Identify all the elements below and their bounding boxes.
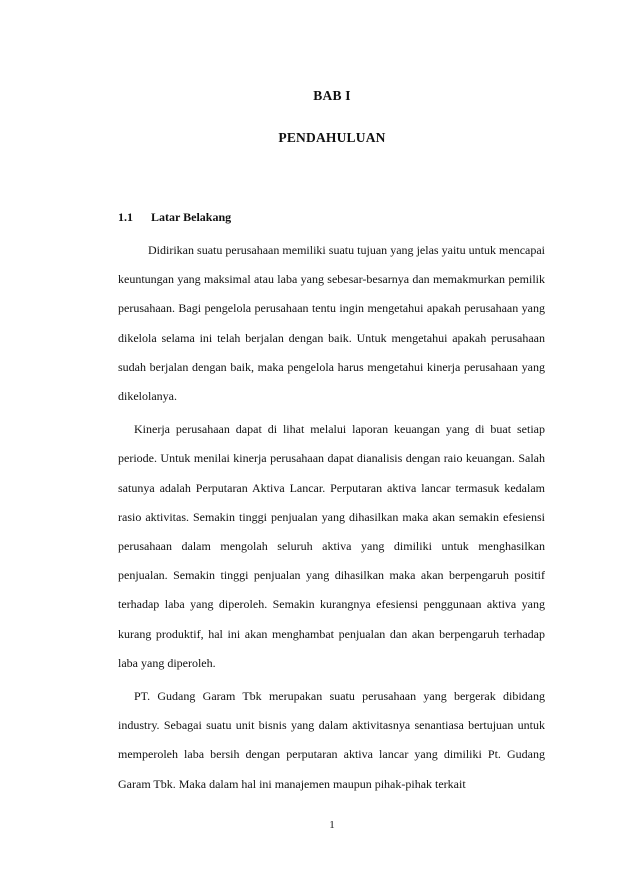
paragraph: Didirikan suatu perusahaan memiliki suatu tujuan yang jelas yaitu untuk mencapai keuntungan yang maksimal atau laba yang sebesar-besarnya dan memakmurkan pemilik perusahaan. Bagi pengelola perusahaan tentu ingin mengetahui apakah perusahaan yang dikelola selama ini telah berjalan dengan baik. Untuk mengetahui apakah perusahaan sudah berjalan dengan baik, maka pengelola harus mengetahui kinerja perusahaan yang dikelolanya. xyxy=(118,243,545,404)
page-number: 1 xyxy=(329,819,335,831)
paragraph: PT. Gudang Garam Tbk merupakan suatu perusahaan yang bergerak dibidang industry. Sebagai suatu unit bisnis yang dalam aktivitasnya senantiasa bertujuan untuk memperoleh laba bersih dengan perputaran aktiva lancar yang dimiliki Pt. Gudang Garam Tbk. Maka dalam hal ini manajemen maupun pihak-pihak terkait xyxy=(118,689,545,791)
paragraph: Kinerja perusahaan dapat di lihat melalui laporan keuangan yang di buat setiap periode. Untuk menilai kinerja perusahaan dapat dianalisis dengan raio keuangan. Salah satunya adalah Perputaran Aktiva Lancar. Perputaran aktiva lancar termasuk kedalam rasio aktivitas. Semakin tinggi penjualan yang dihasilkan maka akan semakin efesiensi perusahaan dalam mengolah seluruh aktiva yang dimiliki untuk menghasilkan penjualan. Semakin tinggi penjualan yang dihasilkan maka akan berpengaruh positif terhadap laba yang diperoleh. Semakin kurangnya efesiensi penggunaan aktiva yang kurang produktif, hal ini akan menghambat penjualan dan akan berpengaruh terhadap laba yang diperoleh. xyxy=(118,422,545,670)
section-heading xyxy=(118,210,231,225)
body-text xyxy=(118,236,545,799)
section-number: 1.1 xyxy=(118,210,133,224)
section-title: Latar Belakang xyxy=(151,210,232,224)
chapter-title: PENDAHULUAN xyxy=(278,130,386,145)
chapter-number: BAB I xyxy=(313,88,351,103)
